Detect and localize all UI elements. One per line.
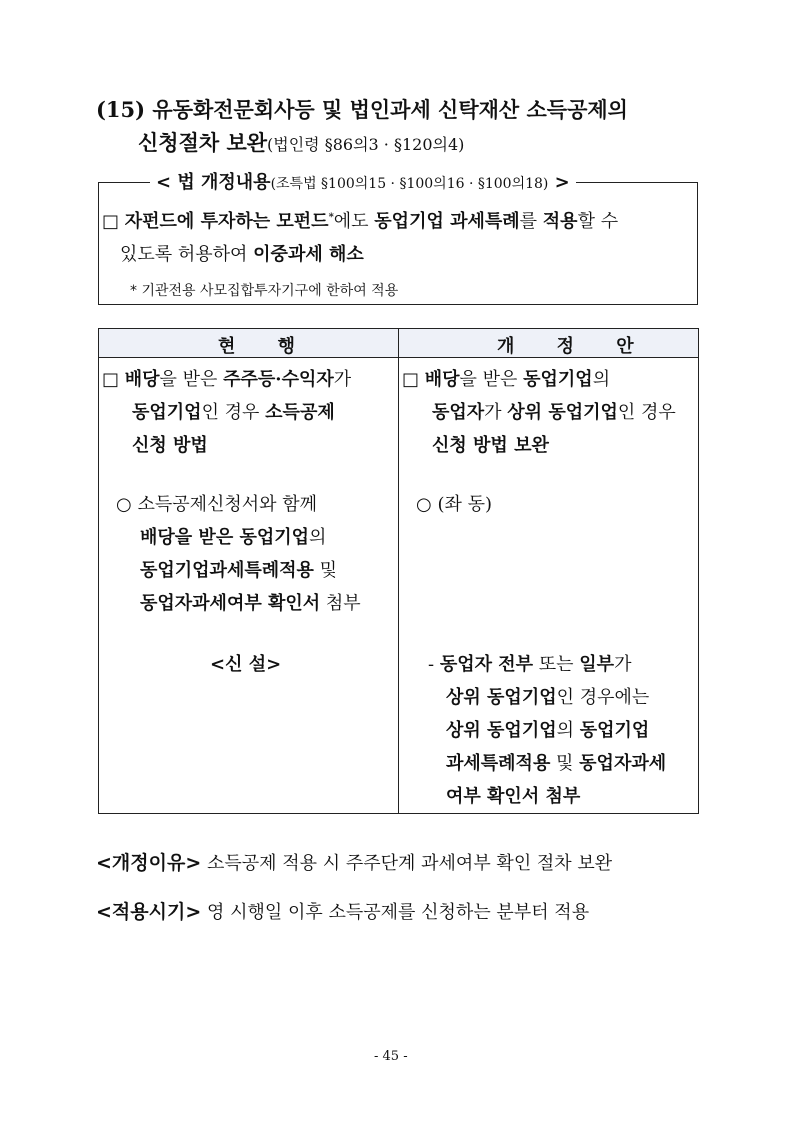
revised-dash2: 상위 동업기업인 경우에는 (446, 687, 650, 708)
revised-line3: 신청 방법 보완 (432, 435, 549, 456)
section-heading-line2: 신청절차 보완(법인령 §86의3 · §120의4) (138, 130, 465, 155)
current-new-label: <신 설> (210, 654, 282, 675)
revised-dash5: 여부 확인서 첨부 (446, 786, 581, 807)
current-sub2: 배당을 받은 동업기업의 (140, 527, 327, 548)
effective-label: <적용시기> (96, 901, 202, 923)
dash-bullet: - (428, 654, 435, 675)
amendment-footnote: * 기관전용 사모집합투자기구에 한하여 적용 (130, 283, 399, 299)
checkbox-bullet-icon: □ (102, 369, 120, 390)
amendment-box-title: < 법 개정내용(조특법 §100의15 · §100의16 · §100의18) > (150, 168, 576, 194)
heading-legal-reference: (법인령 §86의3 · §120의4) (267, 135, 465, 154)
revised-sub1: ○ (좌 동) (416, 494, 492, 515)
header-revised: 개 정 안 (497, 336, 652, 357)
current-sub3: 동업기업과세특례적용 및 (140, 560, 338, 581)
amendment-line1: □ 자펀드에 투자하는 모펀드*에도 동업기업 과세특례를 적용할 수 (102, 211, 619, 232)
header-current: 현 행 (218, 336, 314, 357)
effective-date (96, 897, 589, 924)
current-line2: 동업기업인 경우 소득공제 (132, 402, 335, 423)
current-line3: 신청 방법 (132, 435, 208, 456)
checkbox-bullet-icon: □ (402, 369, 420, 390)
circle-bullet-icon: ○ (116, 494, 132, 515)
reason-text: 소득공제 적용 시 주주단계 과세여부 확인 절차 보완 (207, 853, 613, 874)
revised-dash4: 과세특례적용 및 동업자과세 (446, 753, 667, 774)
effective-text: 영 시행일 이후 소득공제를 신청하는 분부터 적용 (207, 902, 590, 923)
current-sub1: ○ 소득공제신청서와 함께 (116, 494, 318, 515)
amendment-reason (96, 848, 612, 875)
checkbox-bullet-icon: □ (102, 211, 120, 232)
revised-line1: □ 배당을 받은 동업기업의 (402, 369, 611, 390)
circle-bullet-icon: ○ (416, 494, 432, 515)
revised-line2: 동업자가 상위 동업기업인 경우 (432, 402, 676, 423)
section-heading-line1: (15) 유동화전문회사등 및 법인과세 신탁재산 소득공제의 (96, 97, 628, 122)
table-column-divider (398, 329, 399, 813)
page-number: - 45 - (374, 1049, 408, 1064)
reason-label: <개정이유> (96, 852, 202, 874)
revised-dash1: - 동업자 전부 또는 일부가 (428, 654, 632, 675)
current-line1: □ 배당을 받은 주주등·수익자가 (102, 369, 352, 390)
current-sub4: 동업자과세여부 확인서 첨부 (140, 593, 361, 614)
amendment-line2: 있도록 허용하여 이중과세 해소 (120, 244, 364, 265)
revised-dash3: 상위 동업기업의 동업기업 (446, 720, 650, 741)
